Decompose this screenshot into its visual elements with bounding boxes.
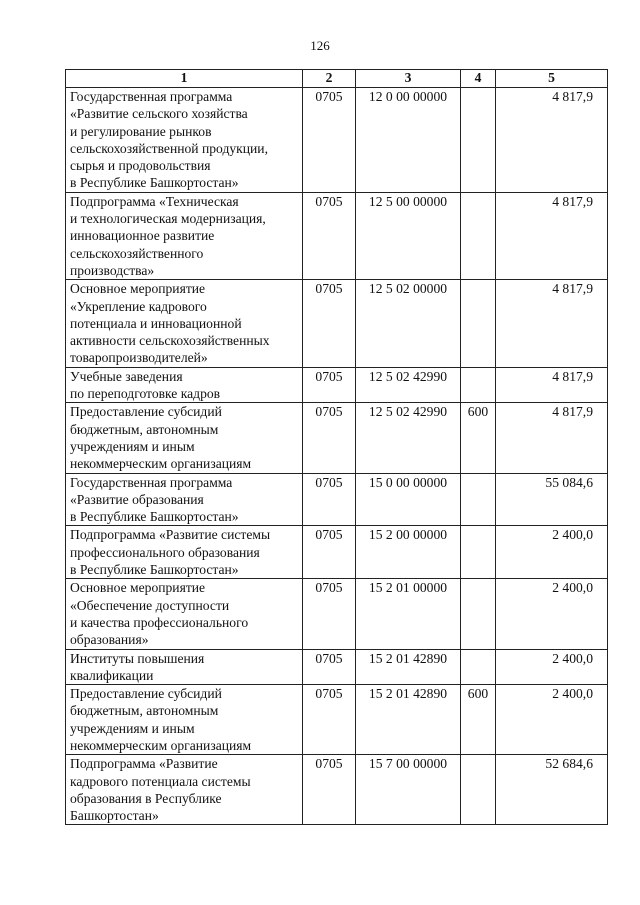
table-row <box>66 367 608 403</box>
row-type <box>461 579 496 649</box>
row-name: Подпрограмма «Развитие кадрового потенциала системы образования в Республике Башкортостан» <box>66 755 303 825</box>
table-row <box>66 192 608 279</box>
row-type <box>461 649 496 685</box>
row-section: 0705 <box>303 473 356 526</box>
row-amount: 55 084,6 <box>496 473 608 526</box>
row-code: 12 0 00 00000 <box>356 88 461 193</box>
row-code: 15 2 01 42890 <box>356 649 461 685</box>
row-amount: 2 400,0 <box>496 649 608 685</box>
row-type <box>461 367 496 403</box>
row-name: Государственная программа «Развитие сельского хозяйства и регулирование рынков сельскохозяйственной продукции, сырья и продовольствия в Республике Башкортостан» <box>66 88 303 193</box>
row-section: 0705 <box>303 367 356 403</box>
column-header-4: 4 <box>461 70 496 88</box>
table-row <box>66 755 608 825</box>
budget-table <box>65 69 608 825</box>
table-row <box>66 685 608 755</box>
row-type <box>461 473 496 526</box>
row-section: 0705 <box>303 526 356 579</box>
row-type <box>461 755 496 825</box>
table-row <box>66 473 608 526</box>
table-row <box>66 280 608 367</box>
row-name: Предоставление субсидий бюджетным, автономным учреждениям и иным некоммерческим организациям <box>66 685 303 755</box>
row-name: Основное мероприятие «Укрепление кадрового потенциала и инновационной активности сельскохозяйственных товаропроизводителей» <box>66 280 303 367</box>
row-amount: 2 400,0 <box>496 579 608 649</box>
column-header-5: 5 <box>496 70 608 88</box>
row-section: 0705 <box>303 649 356 685</box>
row-amount: 4 817,9 <box>496 367 608 403</box>
row-code: 15 2 01 00000 <box>356 579 461 649</box>
row-section: 0705 <box>303 685 356 755</box>
column-header-3: 3 <box>356 70 461 88</box>
row-code: 12 5 02 42990 <box>356 367 461 403</box>
row-amount: 4 817,9 <box>496 192 608 279</box>
row-type: 600 <box>461 403 496 473</box>
row-amount: 2 400,0 <box>496 685 608 755</box>
row-type: 600 <box>461 685 496 755</box>
row-amount: 4 817,9 <box>496 88 608 193</box>
row-type <box>461 88 496 193</box>
row-type <box>461 280 496 367</box>
row-amount: 4 817,9 <box>496 403 608 473</box>
row-name: Государственная программа «Развитие образования в Республике Башкортостан» <box>66 473 303 526</box>
row-code: 15 2 00 00000 <box>356 526 461 579</box>
row-name: Учебные заведения по переподготовке кадров <box>66 367 303 403</box>
row-section: 0705 <box>303 88 356 193</box>
row-name: Основное мероприятие «Обеспечение доступности и качества профессионального образования» <box>66 579 303 649</box>
row-section: 0705 <box>303 755 356 825</box>
table-row <box>66 88 608 193</box>
column-header-1: 1 <box>66 70 303 88</box>
row-code: 12 5 00 00000 <box>356 192 461 279</box>
table-row <box>66 403 608 473</box>
row-code: 15 0 00 00000 <box>356 473 461 526</box>
row-amount: 52 684,6 <box>496 755 608 825</box>
table-header-row <box>66 70 608 88</box>
column-header-2: 2 <box>303 70 356 88</box>
row-code: 15 7 00 00000 <box>356 755 461 825</box>
row-code: 12 5 02 42990 <box>356 403 461 473</box>
row-amount: 2 400,0 <box>496 526 608 579</box>
row-code: 15 2 01 42890 <box>356 685 461 755</box>
row-type <box>461 192 496 279</box>
row-section: 0705 <box>303 579 356 649</box>
row-type <box>461 526 496 579</box>
row-section: 0705 <box>303 192 356 279</box>
row-section: 0705 <box>303 280 356 367</box>
row-name: Институты повышения квалификации <box>66 649 303 685</box>
row-section: 0705 <box>303 403 356 473</box>
row-amount: 4 817,9 <box>496 280 608 367</box>
page-number: 126 <box>310 38 330 53</box>
row-name: Предоставление субсидий бюджетным, автономным учреждениям и иным некоммерческим организациям <box>66 403 303 473</box>
table-row <box>66 526 608 579</box>
table-row <box>66 579 608 649</box>
row-code: 12 5 02 00000 <box>356 280 461 367</box>
row-name: Подпрограмма «Техническая и технологическая модернизация, инновационное развитие сельскохозяйственного производства» <box>66 192 303 279</box>
table-row <box>66 649 608 685</box>
row-name: Подпрограмма «Развитие системы профессионального образования в Республике Башкортостан» <box>66 526 303 579</box>
